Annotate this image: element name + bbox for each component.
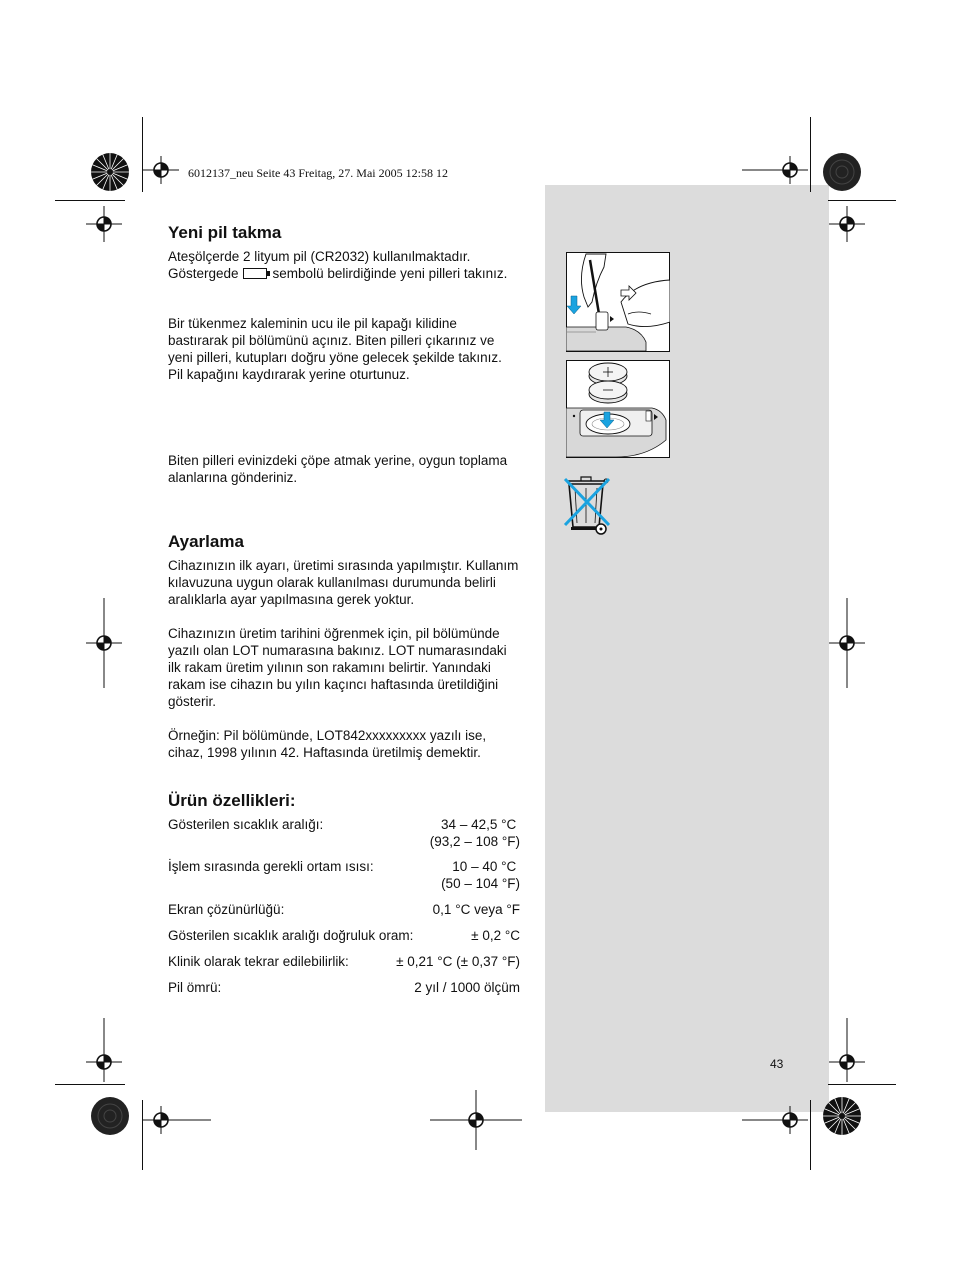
main-content	[168, 222, 520, 996]
spec-row	[168, 979, 520, 996]
spec-row	[168, 927, 520, 944]
spec-value: ± 0,21 °C (± 0,37 °F)	[396, 954, 520, 969]
section-title-adjust: Ayarlama	[168, 532, 244, 551]
starburst-mark-icon	[90, 152, 130, 192]
adjust-paragraph-2: Cihazınızın üretim tarihini öğrenmek için, pil bölümünde yazılı olan LOT numarasına bakınız. LOT numarasındaki ilk rakam üretim yılının son rakamını belirtir. Yanındaki rakam ise cihazın bu yılın kaçıncı haftasında üretildiğini gösterir.	[168, 626, 507, 709]
crop-line	[810, 1100, 811, 1170]
spec-value: ± 0,2 °C	[471, 928, 520, 943]
registration-mark-icon	[829, 598, 865, 688]
spec-label: Klinik olarak tekrar edilebilirlik:	[168, 954, 349, 969]
starburst-mark-icon	[822, 1096, 862, 1136]
specs-list	[168, 816, 520, 996]
section-title-battery: Yeni pil takma	[168, 223, 282, 242]
print-header: 6012137_neu Seite 43 Freitag, 27. Mai 2005 12:58 12	[188, 166, 448, 180]
starburst-mark-icon	[90, 1096, 130, 1136]
spec-value: 10 – 40 °C (50 – 104 °F)	[441, 859, 520, 891]
spec-row	[168, 858, 520, 892]
spec-label: Ekran çözünürlüğü:	[168, 902, 285, 917]
recycle-bin-crossed-icon	[563, 473, 615, 537]
registration-mark-icon	[86, 206, 122, 242]
section-title-specs: Ürün özellikleri:	[168, 791, 296, 810]
registration-mark-icon	[829, 1018, 865, 1082]
battery-paragraph-2: Bir tükenmez kaleminin ucu ile pil kapağı kilidine bastırarak pil bölümünü açınız. Biten pilleri çıkarınız ve yeni pilleri, kutupları doğru yöne gelecek şekilde takınız. Pil kapağını kaydırarak yerine oturtunuz.	[168, 316, 502, 382]
crop-line	[828, 1084, 896, 1085]
registration-mark-icon	[143, 156, 179, 184]
registration-mark-icon	[143, 1106, 211, 1134]
registration-mark-icon	[86, 598, 122, 688]
battery-paragraph-1	[168, 248, 520, 282]
crop-line	[55, 200, 125, 201]
spec-label: Gösterilen sıcaklık aralığı:	[168, 817, 324, 832]
spec-value: 34 – 42,5 °C (93,2 – 108 °F)	[429, 817, 520, 849]
registration-mark-icon	[430, 1090, 522, 1150]
spec-value: 2 yıl / 1000 ölçüm	[414, 980, 520, 995]
battery-insert-illustration	[566, 360, 670, 458]
spec-label: Pil ömrü:	[168, 980, 222, 995]
spec-row	[168, 901, 520, 918]
battery-text-before-icon: Ateşölçerde 2 lityum pil (CR2032) kullanılmaktadır. Göstergede	[168, 249, 471, 281]
battery-text-after-icon: sembolü belirdiğinde yeni pilleri takınız.	[272, 266, 508, 281]
registration-mark-icon	[742, 156, 776, 184]
spec-value: 0,1 °C veya °F	[432, 902, 520, 917]
spec-label: İşlem sırasında gerekli ortam ısısı:	[168, 859, 374, 874]
registration-mark-icon	[829, 206, 865, 242]
crop-line	[55, 1084, 125, 1085]
starburst-mark-icon	[822, 152, 862, 192]
crop-line	[828, 200, 896, 201]
spec-row	[168, 816, 520, 850]
adjust-paragraph-3: Örneğin: Pil bölümünde, LOT842xxxxxxxxx yazılı ise, cihaz, 1998 yılının 42. Haftasında üretilmiş demektir.	[168, 728, 487, 760]
adjust-paragraph-1: Cihazınızın ilk ayarı, üretimi sırasında yapılmıştır. Kullanım kılavuzuna uygun olarak kullanılması durumunda belirli aralıklarla ayar yapılmasına gerek yoktur.	[168, 558, 519, 607]
battery-paragraph-3: Biten pilleri evinizdeki çöpe atmak yerine, oygun toplama alanlarına gönderiniz.	[168, 453, 508, 485]
spec-row	[168, 953, 520, 970]
registration-mark-icon	[86, 1018, 122, 1082]
crop-line	[810, 117, 811, 192]
spec-label: Gösterilen sıcaklık aralığı doğruluk oram:	[168, 928, 414, 943]
battery-cover-open-illustration	[566, 252, 670, 352]
page-number: 43	[770, 1057, 784, 1071]
battery-icon	[243, 268, 267, 279]
registration-mark-icon	[742, 1106, 808, 1134]
registration-mark-icon	[772, 156, 808, 184]
